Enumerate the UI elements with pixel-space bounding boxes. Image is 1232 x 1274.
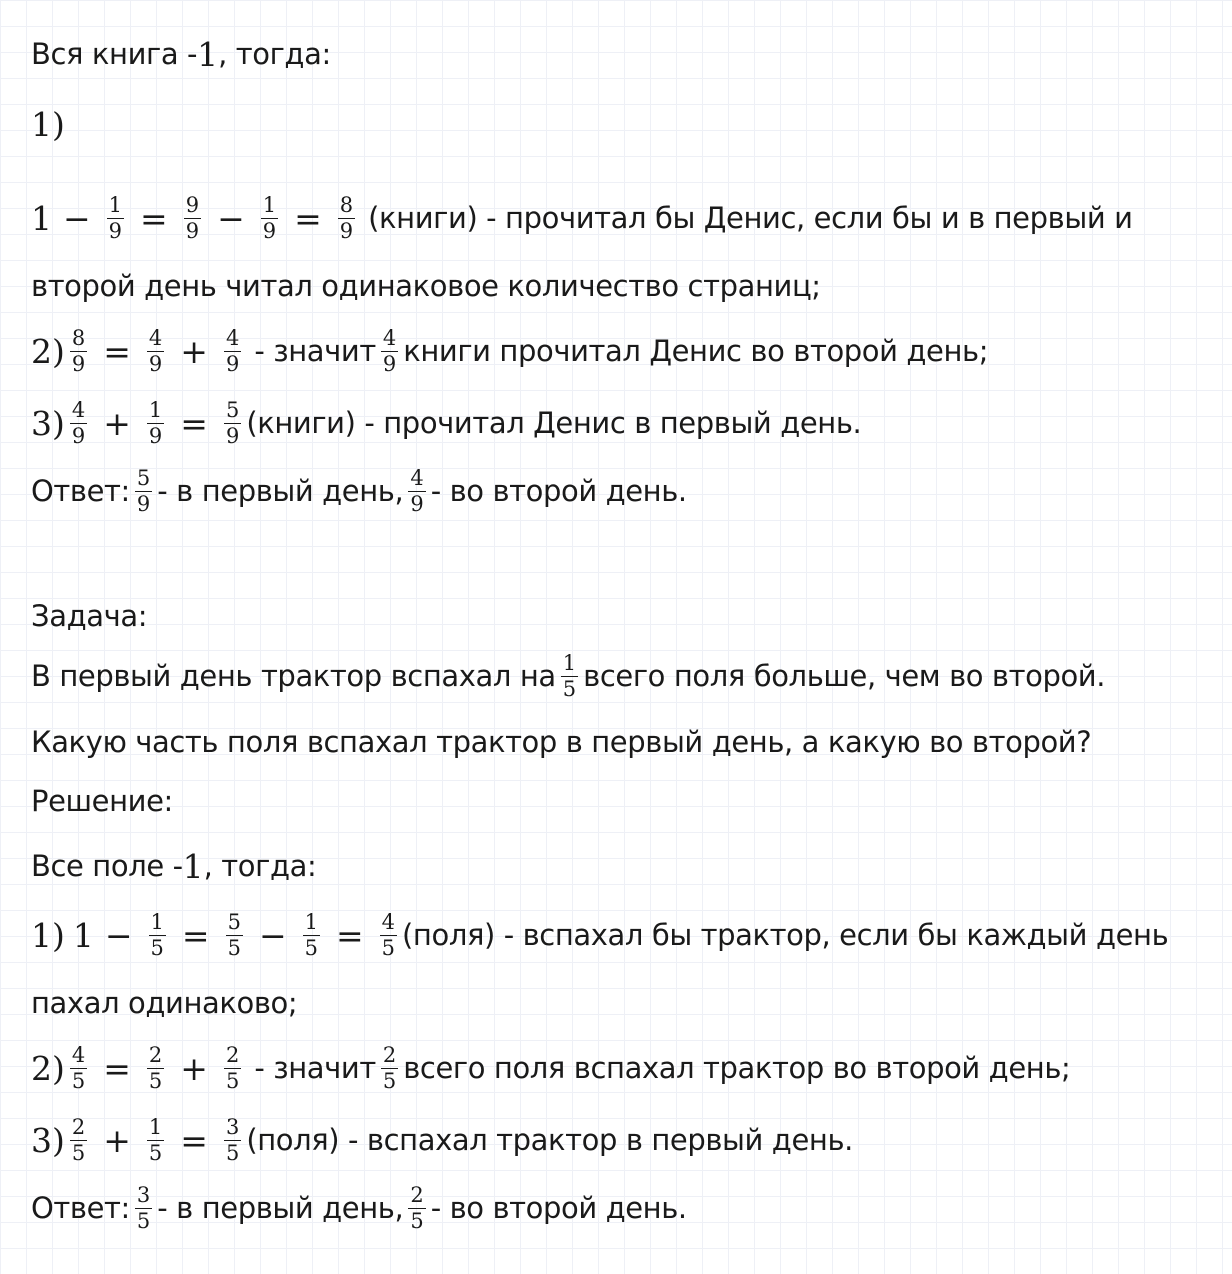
intro-number: 1 xyxy=(197,34,219,74)
task-line-1 xyxy=(31,650,1106,701)
denominator: 5 xyxy=(562,676,577,701)
denominator: 9 xyxy=(148,351,163,376)
step-text: пахал одинаково; xyxy=(31,986,298,1020)
task-text: всего поля больше, чем во второй. xyxy=(583,659,1106,693)
numerator: 2 xyxy=(225,1042,240,1067)
step-label: 3) xyxy=(31,403,65,443)
solution-label: Решение: xyxy=(31,784,173,818)
field-step-1-equation xyxy=(31,909,1169,960)
denominator: 9 xyxy=(71,351,86,376)
intro-text-end: , тогда: xyxy=(203,849,317,883)
answer-text: - во второй день. xyxy=(430,474,687,508)
fraction xyxy=(147,1116,164,1165)
equals-sign: = xyxy=(103,1048,131,1088)
field-step-1-continuation xyxy=(31,983,297,1023)
fraction xyxy=(408,467,425,516)
numerator: 2 xyxy=(382,1042,397,1067)
fraction xyxy=(261,194,278,243)
step-1-label xyxy=(31,104,65,144)
denominator: 9 xyxy=(262,218,277,243)
denominator: 5 xyxy=(150,935,164,960)
equals-sign: = xyxy=(294,198,322,238)
plus-sign: + xyxy=(103,403,131,443)
numerator: 2 xyxy=(71,1114,86,1139)
denominator: 5 xyxy=(148,1068,163,1093)
numerator: 4 xyxy=(71,397,86,422)
fraction xyxy=(561,652,578,701)
fraction xyxy=(408,1184,425,1233)
numerator: 8 xyxy=(71,325,86,350)
fraction xyxy=(147,327,164,376)
denominator: 9 xyxy=(185,218,200,243)
task-line-2 xyxy=(31,722,1091,762)
minus-sign: − xyxy=(258,915,287,955)
fraction xyxy=(147,399,164,448)
equals-sign: = xyxy=(103,331,131,371)
fraction xyxy=(70,1044,87,1093)
numerator: 5 xyxy=(136,465,151,490)
numerator: 4 xyxy=(148,325,163,350)
equals-sign: = xyxy=(181,915,210,955)
task-label: Задача: xyxy=(31,599,148,633)
numerator: 9 xyxy=(185,192,200,217)
denominator: 5 xyxy=(382,1068,397,1093)
fraction xyxy=(184,194,201,243)
numerator: 4 xyxy=(382,325,397,350)
numerator: 2 xyxy=(148,1042,163,1067)
step-1-continuation xyxy=(31,266,821,306)
numerator: 1 xyxy=(262,192,277,217)
fraction xyxy=(149,911,166,960)
denominator: 5 xyxy=(225,1140,240,1165)
fraction xyxy=(224,327,241,376)
task-text: В первый день трактор вспахал на xyxy=(31,659,556,693)
numerator: 1 xyxy=(108,192,123,217)
denominator: 5 xyxy=(71,1140,86,1165)
answer-label: Ответ: xyxy=(31,1191,130,1225)
answer-text: - в первый день, xyxy=(157,1191,404,1225)
answer-label: Ответ: xyxy=(31,474,130,508)
denominator: 9 xyxy=(339,218,354,243)
whole-number: 1 xyxy=(72,915,94,955)
equals-sign: = xyxy=(180,403,208,443)
numerator: 4 xyxy=(381,909,395,934)
step-3-equation xyxy=(31,397,862,448)
fraction xyxy=(224,1044,241,1093)
denominator: 9 xyxy=(71,423,86,448)
answer-text: - в первый день, xyxy=(157,474,404,508)
answer-text: - во второй день. xyxy=(430,1191,687,1225)
numerator: 1 xyxy=(562,650,577,675)
intro-text-end: , тогда: xyxy=(218,37,331,71)
numerator: 4 xyxy=(410,465,424,490)
step-text: - значит xyxy=(254,334,376,368)
numerator: 1 xyxy=(148,1114,163,1139)
field-step-2-equation xyxy=(31,1042,1071,1093)
denominator: 5 xyxy=(304,935,318,960)
fraction xyxy=(381,1044,398,1093)
fraction xyxy=(70,1116,87,1165)
step-text: (поля) - вспахал бы трактор, если бы каждый день xyxy=(402,918,1169,952)
denominator: 5 xyxy=(71,1068,86,1093)
step-label: 2) xyxy=(31,1048,65,1088)
task-text: Какую часть поля вспахал трактор в первый день, а какую во второй? xyxy=(31,725,1092,759)
denominator: 9 xyxy=(148,423,163,448)
numerator: 1 xyxy=(148,397,163,422)
fraction xyxy=(381,327,398,376)
step-text: всего поля вспахал трактор во второй день; xyxy=(403,1051,1071,1085)
minus-sign: − xyxy=(63,198,91,238)
numerator: 4 xyxy=(225,325,240,350)
task-label-line xyxy=(31,596,147,636)
plus-sign: + xyxy=(180,331,208,371)
numerator: 1 xyxy=(150,909,164,934)
denominator: 9 xyxy=(225,351,240,376)
fraction xyxy=(107,194,124,243)
denominator: 5 xyxy=(225,1068,240,1093)
numerator: 1 xyxy=(304,909,318,934)
fraction xyxy=(380,911,397,960)
numerator: 3 xyxy=(136,1182,151,1207)
plus-sign: + xyxy=(103,1120,131,1160)
step-1-equation xyxy=(31,192,1133,243)
intro-line-book xyxy=(31,34,331,74)
intro-line-field xyxy=(31,846,316,886)
numerator: 2 xyxy=(410,1182,424,1207)
answer-line-book xyxy=(31,465,687,516)
minus-sign: − xyxy=(104,915,133,955)
intro-text: Все поле - xyxy=(31,849,183,883)
fraction xyxy=(224,1116,241,1165)
numerator: 4 xyxy=(71,1042,86,1067)
fraction xyxy=(70,399,87,448)
fraction xyxy=(147,1044,164,1093)
step-text: - значит xyxy=(254,1051,376,1085)
denominator: 9 xyxy=(108,218,123,243)
fraction xyxy=(303,911,320,960)
fraction xyxy=(338,194,355,243)
fraction xyxy=(135,467,152,516)
denominator: 9 xyxy=(410,491,424,516)
denominator: 5 xyxy=(381,935,395,960)
denominator: 5 xyxy=(227,935,241,960)
intro-text: Вся книга - xyxy=(31,37,198,71)
equals-sign: = xyxy=(180,1120,208,1160)
minus-sign: − xyxy=(217,198,245,238)
step-text: (книги) - прочитал бы Денис, если бы и в первый и xyxy=(368,201,1133,235)
field-step-3-equation xyxy=(31,1114,853,1165)
answer-line-field xyxy=(31,1182,687,1233)
step-label: 2) xyxy=(31,331,65,371)
solution-label-line xyxy=(31,781,173,821)
whole-number: 1 xyxy=(31,198,52,238)
numerator: 5 xyxy=(227,909,241,934)
step-label: 1) xyxy=(31,915,65,955)
step-text: второй день читал одинаковое количество страниц; xyxy=(31,269,821,303)
fraction xyxy=(226,911,243,960)
denominator: 9 xyxy=(225,423,240,448)
fraction xyxy=(224,399,241,448)
step-label: 3) xyxy=(31,1120,65,1160)
step-text: книги прочитал Денис во второй день; xyxy=(403,334,989,368)
step-text: (книги) - прочитал Денис в первый день. xyxy=(246,406,862,440)
denominator: 5 xyxy=(148,1140,163,1165)
step-text: (поля) - вспахал трактор в первый день. xyxy=(246,1123,853,1157)
numerator: 3 xyxy=(225,1114,240,1139)
step-label: 1) xyxy=(31,104,65,144)
equals-sign: = xyxy=(140,198,168,238)
step-2-equation xyxy=(31,325,989,376)
denominator: 5 xyxy=(410,1208,424,1233)
plus-sign: + xyxy=(180,1048,208,1088)
numerator: 8 xyxy=(339,192,354,217)
intro-number: 1 xyxy=(182,846,204,886)
equals-sign: = xyxy=(335,915,364,955)
denominator: 9 xyxy=(382,351,397,376)
denominator: 9 xyxy=(136,491,151,516)
fraction xyxy=(135,1184,152,1233)
numerator: 5 xyxy=(225,397,240,422)
denominator: 5 xyxy=(136,1208,151,1233)
fraction xyxy=(70,327,87,376)
